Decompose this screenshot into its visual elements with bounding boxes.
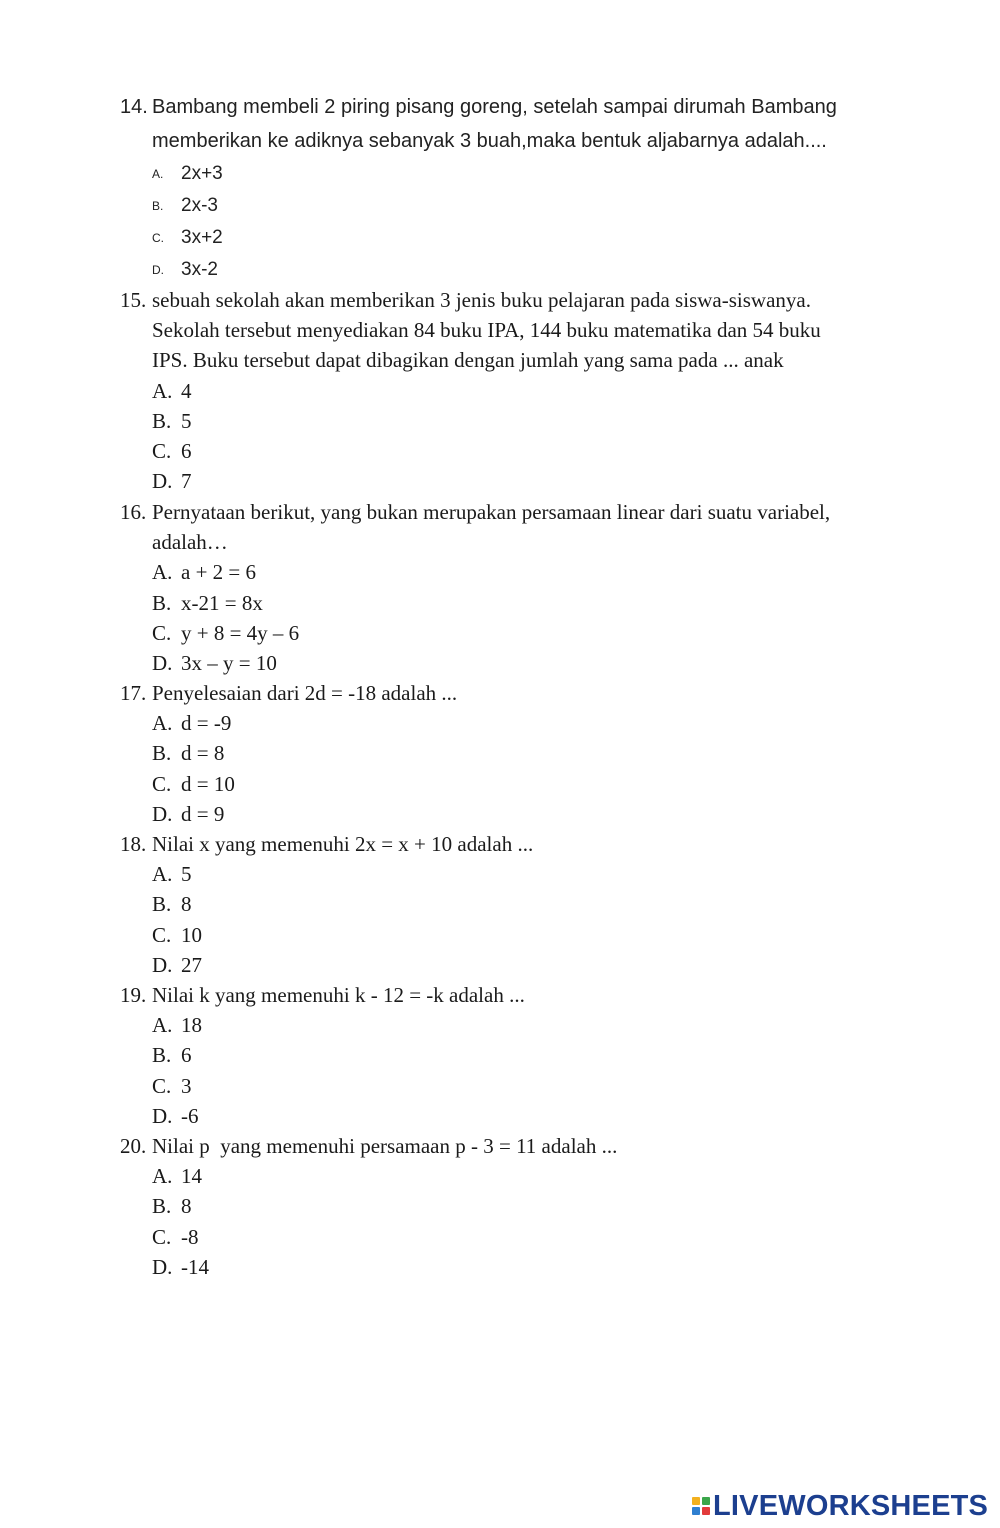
option-text: -8 (181, 1224, 199, 1249)
question-14 (120, 90, 920, 286)
question-line: memberikan ke adiknya sebanyak 3 buah,maka bentuk aljabarnya adalah.... (152, 130, 827, 152)
option-letter: C. (152, 1224, 172, 1249)
option-a (152, 557, 920, 587)
option-c (152, 769, 920, 799)
option-letter: D. (152, 952, 173, 977)
option-text: 3x+2 (181, 227, 223, 248)
question-number: 18. (120, 832, 147, 856)
option-c (152, 1071, 920, 1101)
option-text: -14 (181, 1254, 209, 1279)
option-text: 10 (181, 922, 202, 947)
question-text (152, 285, 920, 376)
option-text: 6 (181, 439, 192, 464)
question-line: Penyelesaian dari 2d = -18 adalah ... (152, 681, 458, 705)
option-letter: B. (152, 1194, 172, 1219)
option-text: 5 (181, 862, 192, 887)
option-b (152, 588, 920, 618)
question-line: Nilai k yang memenuhi k - 12 = -k adalah ... (152, 983, 525, 1007)
question-number: 20. (120, 1134, 147, 1158)
option-letter: A. (152, 1013, 173, 1038)
option-c (152, 222, 920, 254)
question-line: Nilai p yang memenuhi persamaan p - 3 = 11 adalah ... (152, 1134, 618, 1158)
question-line: Sekolah tersebut menyediakan 84 buku IPA, 144 buku matematika dan 54 buku (152, 318, 821, 343)
option-d (152, 950, 920, 980)
option-letter: D. (152, 469, 173, 494)
option-text: 2x-3 (181, 195, 218, 216)
option-letter: C. (152, 620, 172, 645)
option-letter: B. (152, 199, 164, 213)
question-line: Nilai x yang memenuhi 2x = x + 10 adalah ... (152, 832, 534, 856)
question-number: 15. (120, 288, 147, 312)
brand-name: LIVEWORKSHEETS (713, 1489, 989, 1522)
option-text: 4 (181, 378, 192, 403)
option-b (152, 1191, 920, 1221)
option-b (152, 190, 920, 222)
option-text: 3 (181, 1073, 192, 1098)
option-text: 18 (181, 1013, 202, 1038)
option-letter: C. (152, 922, 172, 947)
option-text: d = 10 (181, 771, 235, 796)
option-text: d = 9 (181, 801, 225, 826)
question-20 (120, 1131, 920, 1282)
option-text: 8 (181, 1194, 192, 1219)
option-text: -6 (181, 1103, 199, 1128)
question-line: sebuah sekolah akan memberikan 3 jenis buku pelajaran pada siswa-siswanya. (152, 288, 811, 312)
option-letter: D. (152, 1254, 173, 1279)
option-letter: D. (152, 651, 173, 676)
option-text: d = -9 (181, 711, 232, 736)
option-letter: C. (152, 771, 172, 796)
option-letter: D. (152, 1103, 173, 1128)
option-a (152, 859, 920, 889)
option-d (152, 254, 920, 286)
option-text: 5 (181, 408, 192, 433)
option-a (152, 1161, 920, 1191)
option-a (152, 1010, 920, 1040)
logo-grid-icon (692, 1497, 710, 1515)
option-a (152, 708, 920, 738)
question-text (152, 829, 920, 859)
option-d (152, 1252, 920, 1282)
question-18 (120, 829, 920, 980)
option-a (152, 376, 920, 406)
option-text: 2x+3 (181, 163, 223, 184)
question-15 (120, 285, 920, 496)
option-c (152, 920, 920, 950)
question-text (152, 678, 920, 708)
option-letter: A. (152, 378, 173, 403)
question-text (152, 90, 920, 158)
option-letter: A. (152, 1164, 173, 1189)
question-16 (120, 497, 920, 678)
option-text: a + 2 = 6 (181, 560, 257, 585)
option-text: 6 (181, 1043, 192, 1068)
option-letter: B. (152, 408, 172, 433)
option-letter: C. (152, 231, 164, 245)
logo-square-blue (692, 1507, 700, 1515)
option-b (152, 406, 920, 436)
option-letter: D. (152, 801, 173, 826)
option-letter: A. (152, 167, 164, 181)
option-text: 8 (181, 892, 192, 917)
logo-square-green (702, 1497, 710, 1505)
question-number: 19. (120, 983, 147, 1007)
logo-square-yellow (692, 1497, 700, 1505)
option-letter: C. (152, 1073, 172, 1098)
option-letter: B. (152, 1043, 172, 1068)
option-c (152, 436, 920, 466)
option-text: 14 (181, 1164, 202, 1189)
option-letter: B. (152, 892, 172, 917)
question-17 (120, 678, 920, 829)
option-text: 27 (181, 952, 202, 977)
option-d (152, 648, 920, 678)
option-b (152, 889, 920, 919)
option-b (152, 1040, 920, 1070)
option-d (152, 1101, 920, 1131)
option-c (152, 618, 920, 648)
question-text (152, 1131, 920, 1161)
option-letter: B. (152, 590, 172, 615)
option-text: x-21 = 8x (181, 590, 263, 615)
option-letter: A. (152, 862, 173, 887)
option-letter: B. (152, 741, 172, 766)
question-line: adalah… (152, 530, 228, 555)
option-a (152, 158, 920, 190)
option-d (152, 466, 920, 496)
option-text: d = 8 (181, 741, 225, 766)
option-letter: D. (152, 263, 164, 277)
option-letter: A. (152, 711, 173, 736)
question-line: IPS. Buku tersebut dapat dibagikan dengan jumlah yang sama pada ... anak (152, 348, 784, 373)
option-letter: A. (152, 560, 173, 585)
logo-square-red (702, 1507, 710, 1515)
question-19 (120, 980, 920, 1131)
liveworksheets-logo (692, 1486, 988, 1526)
question-text (152, 980, 920, 1010)
question-number: 16. (120, 500, 147, 524)
option-c (152, 1222, 920, 1252)
option-b (152, 738, 920, 768)
option-text: y + 8 = 4y – 6 (181, 620, 300, 645)
question-number: 17. (120, 681, 147, 705)
option-d (152, 799, 920, 829)
question-line: Pernyataan berikut, yang bukan merupakan persamaan linear dari suatu variabel, (152, 500, 831, 524)
option-text: 3x-2 (181, 259, 218, 280)
option-letter: C. (152, 439, 172, 464)
question-number: 14. (120, 96, 148, 118)
question-text (152, 497, 920, 557)
option-text: 7 (181, 469, 192, 494)
option-text: 3x – y = 10 (181, 651, 277, 676)
question-line: Bambang membeli 2 piring pisang goreng, setelah sampai dirumah Bambang (152, 96, 837, 118)
